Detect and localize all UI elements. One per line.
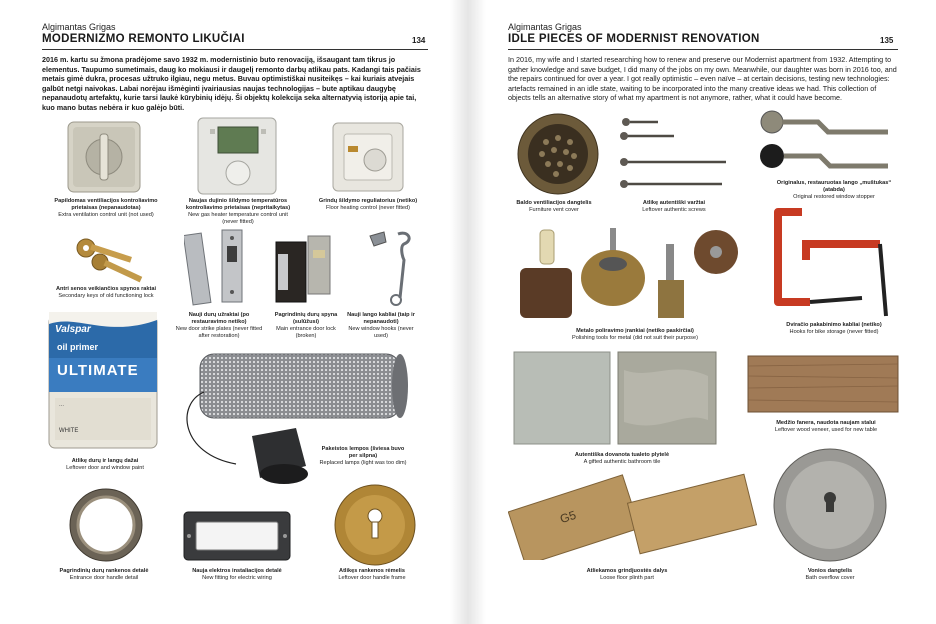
caption-keys: Antri senos veikiančios spynos raktai Secondary keys of old functioning lock: [55, 286, 157, 299]
paint-can-photo: [47, 310, 159, 450]
screws-photo: [618, 114, 730, 201]
paint-line3: ...: [59, 402, 65, 408]
caption-window-stopper: Originalus, restauruotas lango „muštukas“ (atabda) Original restored window stopper: [776, 180, 892, 200]
electric-fitting-photo: [182, 510, 292, 567]
right-page: [468, 0, 936, 624]
page-number-right: 135: [880, 36, 894, 45]
caption-electric-fitting: Nauja elektros instaliacijos detalė New fitting for electric wiring: [192, 568, 282, 581]
plinth-mark: G5: [558, 507, 578, 527]
caption-floor-plinth: Atliekamos grindjuostės dalys Loose floor plinth part: [586, 568, 668, 581]
page-title-right: IDLE PIECES OF MODERNIST RENOVATION: [508, 33, 760, 45]
polishing-tools-photo: [518, 222, 748, 327]
author-name-right: Algimantas Grigas: [508, 22, 582, 32]
caption-bike-hooks: Dviračio pakabinimo kabliai (netiko) Hooks for bike storage (never fitted): [786, 322, 882, 335]
caption-door-strike-plates: Nauji durų užraktai (po restauravimo netiko) New door strike plates (never fitted after restoration): [175, 312, 263, 339]
floor-heating-control-photo: [330, 120, 406, 199]
caption-bathroom-tile: Autentiška dovanota tualeto plytelė A gifted authentic bathroom tile: [574, 452, 670, 465]
caption-floor-heating-control: Grindų šildymo reguliatorius (netiko) Floor heating control (never fitted): [318, 198, 418, 211]
lamp-photo: [176, 344, 416, 499]
keys-photo: [70, 228, 152, 289]
header-rule-right: [508, 49, 898, 50]
window-stopper-photo: [758, 106, 892, 179]
caption-bath-overflow-cover: Vonios dangtelis Bath overflow cover: [805, 568, 855, 581]
bathroom-tile-photo: [512, 350, 718, 451]
vent-cover-photo: [516, 112, 600, 201]
paint-line2: ULTIMATE: [57, 362, 139, 379]
page-title: MODERNIZMO REMONTO LIKUČIAI: [42, 33, 245, 45]
caption-gas-heater-control: Naujas dujinio šildymo temperatūros kontroliavimo prietaisas (nepritaikytas) New gas heater temperature control unit (never fitted): [185, 198, 291, 225]
door-handle-frame-photo: [332, 482, 418, 573]
paint-line1: oil primer: [57, 342, 99, 352]
paint-line4: WHITE: [59, 428, 79, 434]
header-rule: [42, 49, 428, 50]
author-name: Algimantas Grigas: [42, 22, 116, 32]
intro-text-right: In 2016, my wife and I started researching how to renew and preserve our Modernist apartment from 1932. Attempting to gather knowledge and save budget, I did many of the jobs on my own. Meanwhile, our daughter was born in 2016 too, and the repairs continued for over a year. I got really optimistic – even naïve – at certain decisions, testing new technologies: artefacts remained in an idle state, waiting to be incorporated into the many creative ideas we had. This collection of objects tells an alternative story of what my apartment is not anymore, rather, what it could have become.: [508, 55, 897, 103]
floor-plinth-photo: [508, 470, 758, 560]
caption-ventilation-control: Papildomas ventiliacijos kontroliavimo prietaisas (nepanaudotas) Extra ventilation control unit (not used): [54, 198, 158, 218]
wood-veneer-photo: [746, 352, 902, 421]
paint-brand: Valspar: [55, 324, 91, 335]
bike-hooks-photo: [770, 206, 892, 327]
caption-vent-cover: Baldo ventiliacijos dangtelis Furniture vent cover: [516, 200, 592, 213]
page-number: 134: [412, 36, 426, 45]
caption-door-handle-detail: Pagrindinių durų rankenos detalė Entrance door handle detail: [59, 568, 149, 581]
window-hooks-photo: [360, 226, 420, 315]
bath-overflow-cover-photo: [770, 446, 890, 569]
caption-screws: Atlikę autentiški varžtai Leftover authentic screws: [642, 200, 706, 213]
main-door-lock-photo: [272, 234, 336, 311]
door-strike-plates-photo: [184, 228, 254, 313]
caption-door-handle-frame: Atlikęs rankenos rėmelis Leftover door handle frame: [338, 568, 406, 581]
caption-lamp: Pakeistos lempos (šviesa buvo per silpna) Replaced lamps (light was too dim): [319, 446, 407, 466]
caption-polishing-tools: Metalo poliravimo įrankiai (netiko paskirčiai) Polishing tools for metal (did not suit their purpose): [572, 328, 698, 341]
caption-main-door-lock: Pagrindinių durų spyna (sulūžusi) Main entrance door lock (broken): [274, 312, 338, 339]
ventilation-control-photo: [65, 118, 145, 201]
caption-wood-veneer: Medžio fanera, naudota naujam stalui Leftover wood veneer, used for new table: [774, 420, 878, 433]
caption-paint: Atlikę durų ir langų dažai Leftover door and window paint: [66, 458, 144, 471]
gas-heater-control-photo: [196, 115, 278, 200]
caption-window-hooks: Nauji lango kabliai (taip ir nepanaudoti) New window hooks (never used): [347, 312, 415, 339]
door-handle-detail-photo: [62, 484, 150, 571]
intro-text: 2016 m. kartu su žmona pradėjome savo 1932 m. modernistinio buto renovaciją, išsaugant tam tikrus jo elementus. Taupumo sumetimais, daug ko mokiausi ir daugelį remonto darbų atlikau pats. Kadangi tais pačiais metais gimė dukra, procesas užtruko ilgiau, negu metus. Buvau optimistiškai nusiteikęs – kai kuriais atvejais galbūt netgi naivokas. Labai norėjau išmėginti įvairiausias naujas technologijas – bute aptikau daugybę nepanaudotų artefaktų, kurie tarsi laukė kūrybinių idėjų. Ši objektų kolekcija seka alternatyvią istoriją apie tai, kuo mano butas nebėra ir kuo galėjo būti.: [42, 55, 421, 112]
